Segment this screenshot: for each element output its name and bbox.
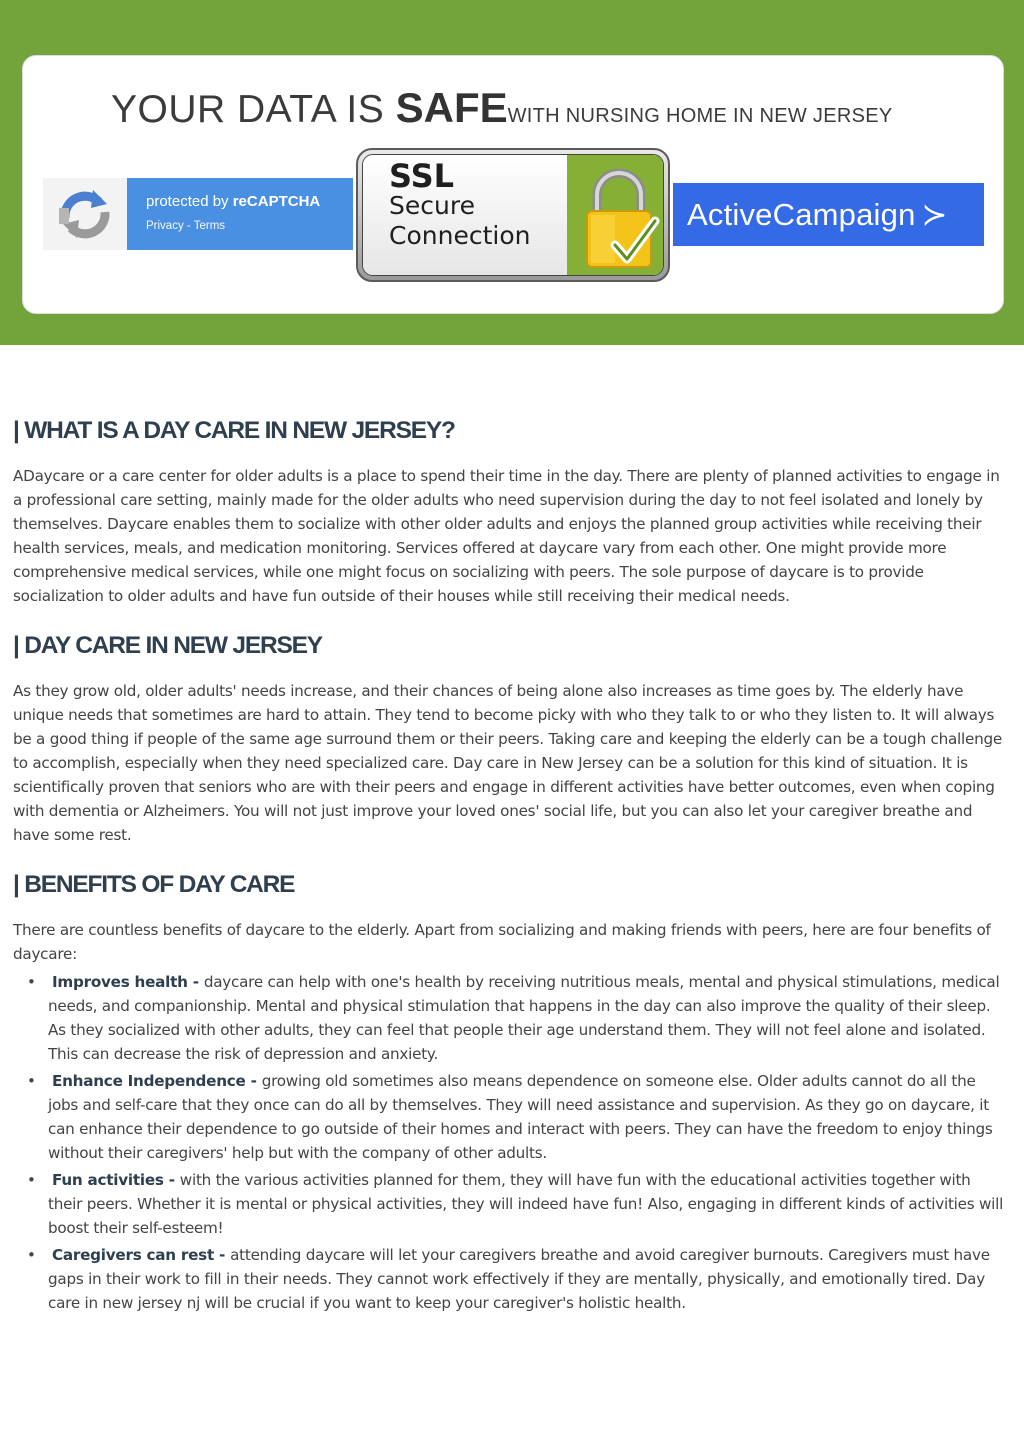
- benefit-term: Fun activities -: [52, 1171, 180, 1189]
- recaptcha-brand: reCAPTCHA: [232, 193, 321, 210]
- security-banner: [0, 0, 1024, 345]
- recaptcha-logo-box: [43, 178, 127, 250]
- banner-headline: [111, 84, 893, 132]
- bullet-icon: •: [27, 1072, 36, 1090]
- activecampaign-panel: [673, 183, 984, 246]
- banner-card: [22, 55, 1004, 314]
- benefit-text: growing old sometimes also means dependence on someone else. Older adults cannot do all the jobs and self-care that they once can do all by themselves. They will need assistance and supervision. As they go on daycare, it can enhance their dependence to go outside of their homes and interact with peers. They can have the freedom to enjoy things without their caregivers' help but with the company of other adults.: [48, 1072, 993, 1162]
- list-item: [13, 970, 1005, 1066]
- recaptcha-prefix: protected by: [146, 193, 233, 210]
- ssl-text: [363, 155, 567, 275]
- benefit-term: Enhance Independence -: [52, 1072, 262, 1090]
- padlock-check-icon: [567, 155, 664, 276]
- article: [13, 412, 1005, 1318]
- section-paragraph-what-is-day-care: ADaycare or a care center for older adults is a place to spend their time in the day. There are plenty of planned activities to engage in a professional care setting, mainly made for the older adults who need supervision during the day to not feel isolated and lonely by themselves. Daycare enables them to socialize with other older adults and enjoys the planned group activities while receiving their health services, meals, and medication monitoring. Services offered at daycare vary from each other. One might provide more comprehensive medical services, while one might focus on socializing with peers. The sole purpose of daycare is to provide socialization to older adults and have fun outside of their houses while still receiving their medical needs.: [13, 467, 1000, 605]
- benefit-text: daycare can help with one's health by receiving nutritious meals, mental and physical stimulations, medical needs, and companionship. Mental and physical stimulation that happens in the day can also improve the quality of their sleep. As they socialized with other adults, they can feel that people their age understand them. They will not feel alone and isolated. This can decrease the risk of depression and anxiety.: [48, 973, 1000, 1063]
- section-heading-benefits: | BENEFITS OF DAY CARE: [13, 871, 295, 898]
- section-paragraph-benefits: There are countless benefits of daycare to the elderly. Apart from socializing and making friends with peers, here are four benefits of daycare:: [13, 921, 991, 963]
- ssl-line-3: Connection: [389, 221, 531, 250]
- headline-tail: WITH NURSING HOME IN NEW JERSEY: [507, 105, 893, 127]
- activecampaign-label: ActiveCampaign: [687, 196, 916, 232]
- list-item: [13, 1168, 1005, 1240]
- headline-strong: SAFE: [395, 84, 508, 131]
- bullet-icon: •: [27, 1246, 36, 1264]
- ssl-badge-inner: [362, 154, 664, 276]
- benefit-text: attending daycare will let your caregivers breathe and avoid caregiver burnouts. Caregivers must have gaps in their work to fill in their needs. They cannot work effectively if they are mentally, physically, and emotionally tired. Day care in new jersey nj will be crucial if you want to keep your caregiver's holistic health.: [48, 1246, 990, 1312]
- ssl-line-1: SSL: [389, 157, 455, 195]
- section-paragraph-day-care-nj: As they grow old, older adults' needs increase, and their chances of being alone also increases as time goes by. The elderly have unique needs that sometimes are hard to attain. They tend to become picky with who they talk to or who they listen to. It will always be a good thing if people of the same age surround them or their peers. Taking care and keeping the elderly can be a tough challenge to accomplish, especially when they need specialized care. Day care in New Jersey can be a solution for this kind of situation. It is scientifically proven that seniors who are with their peers and engage in different activities have better outcomes, even when coping with dementia or Alzheimers. You will not just improve your loved ones' social life, but you can also let your caregiver breathe and have some rest.: [13, 682, 1002, 844]
- list-item: [13, 1069, 1005, 1165]
- benefits-list: [13, 970, 1005, 1315]
- section-heading-day-care-nj: | DAY CARE IN NEW JERSEY: [13, 632, 322, 659]
- headline-main: YOUR DATA IS: [111, 88, 396, 131]
- section-heading-what-is-day-care: | WHAT IS A DAY CARE IN NEW JERSEY?: [13, 417, 455, 444]
- chevron-right-icon: ≻: [921, 196, 948, 232]
- recaptcha-panel: [127, 178, 353, 250]
- ssl-badge: [356, 148, 670, 282]
- list-item: [13, 1243, 1005, 1315]
- bullet-icon: •: [27, 973, 36, 991]
- benefit-term: Caregivers can rest -: [52, 1246, 231, 1264]
- benefit-text: with the various activities planned for them, they will have fun with the educational activities together with their peers. Whether it is mental or physical activities, they will indeed have fun! Also, engaging in different kinds of activities will boost their self-esteem!: [48, 1171, 1004, 1237]
- ssl-lock-area: [567, 155, 664, 275]
- recaptcha-logo-icon: [43, 178, 127, 250]
- recaptcha-protected-text: [146, 193, 320, 210]
- recaptcha-privacy-terms[interactable]: Privacy - Terms: [146, 220, 226, 232]
- bullet-icon: •: [27, 1171, 36, 1189]
- ssl-line-2: Secure: [389, 191, 475, 220]
- benefit-term: Improves health -: [52, 973, 204, 991]
